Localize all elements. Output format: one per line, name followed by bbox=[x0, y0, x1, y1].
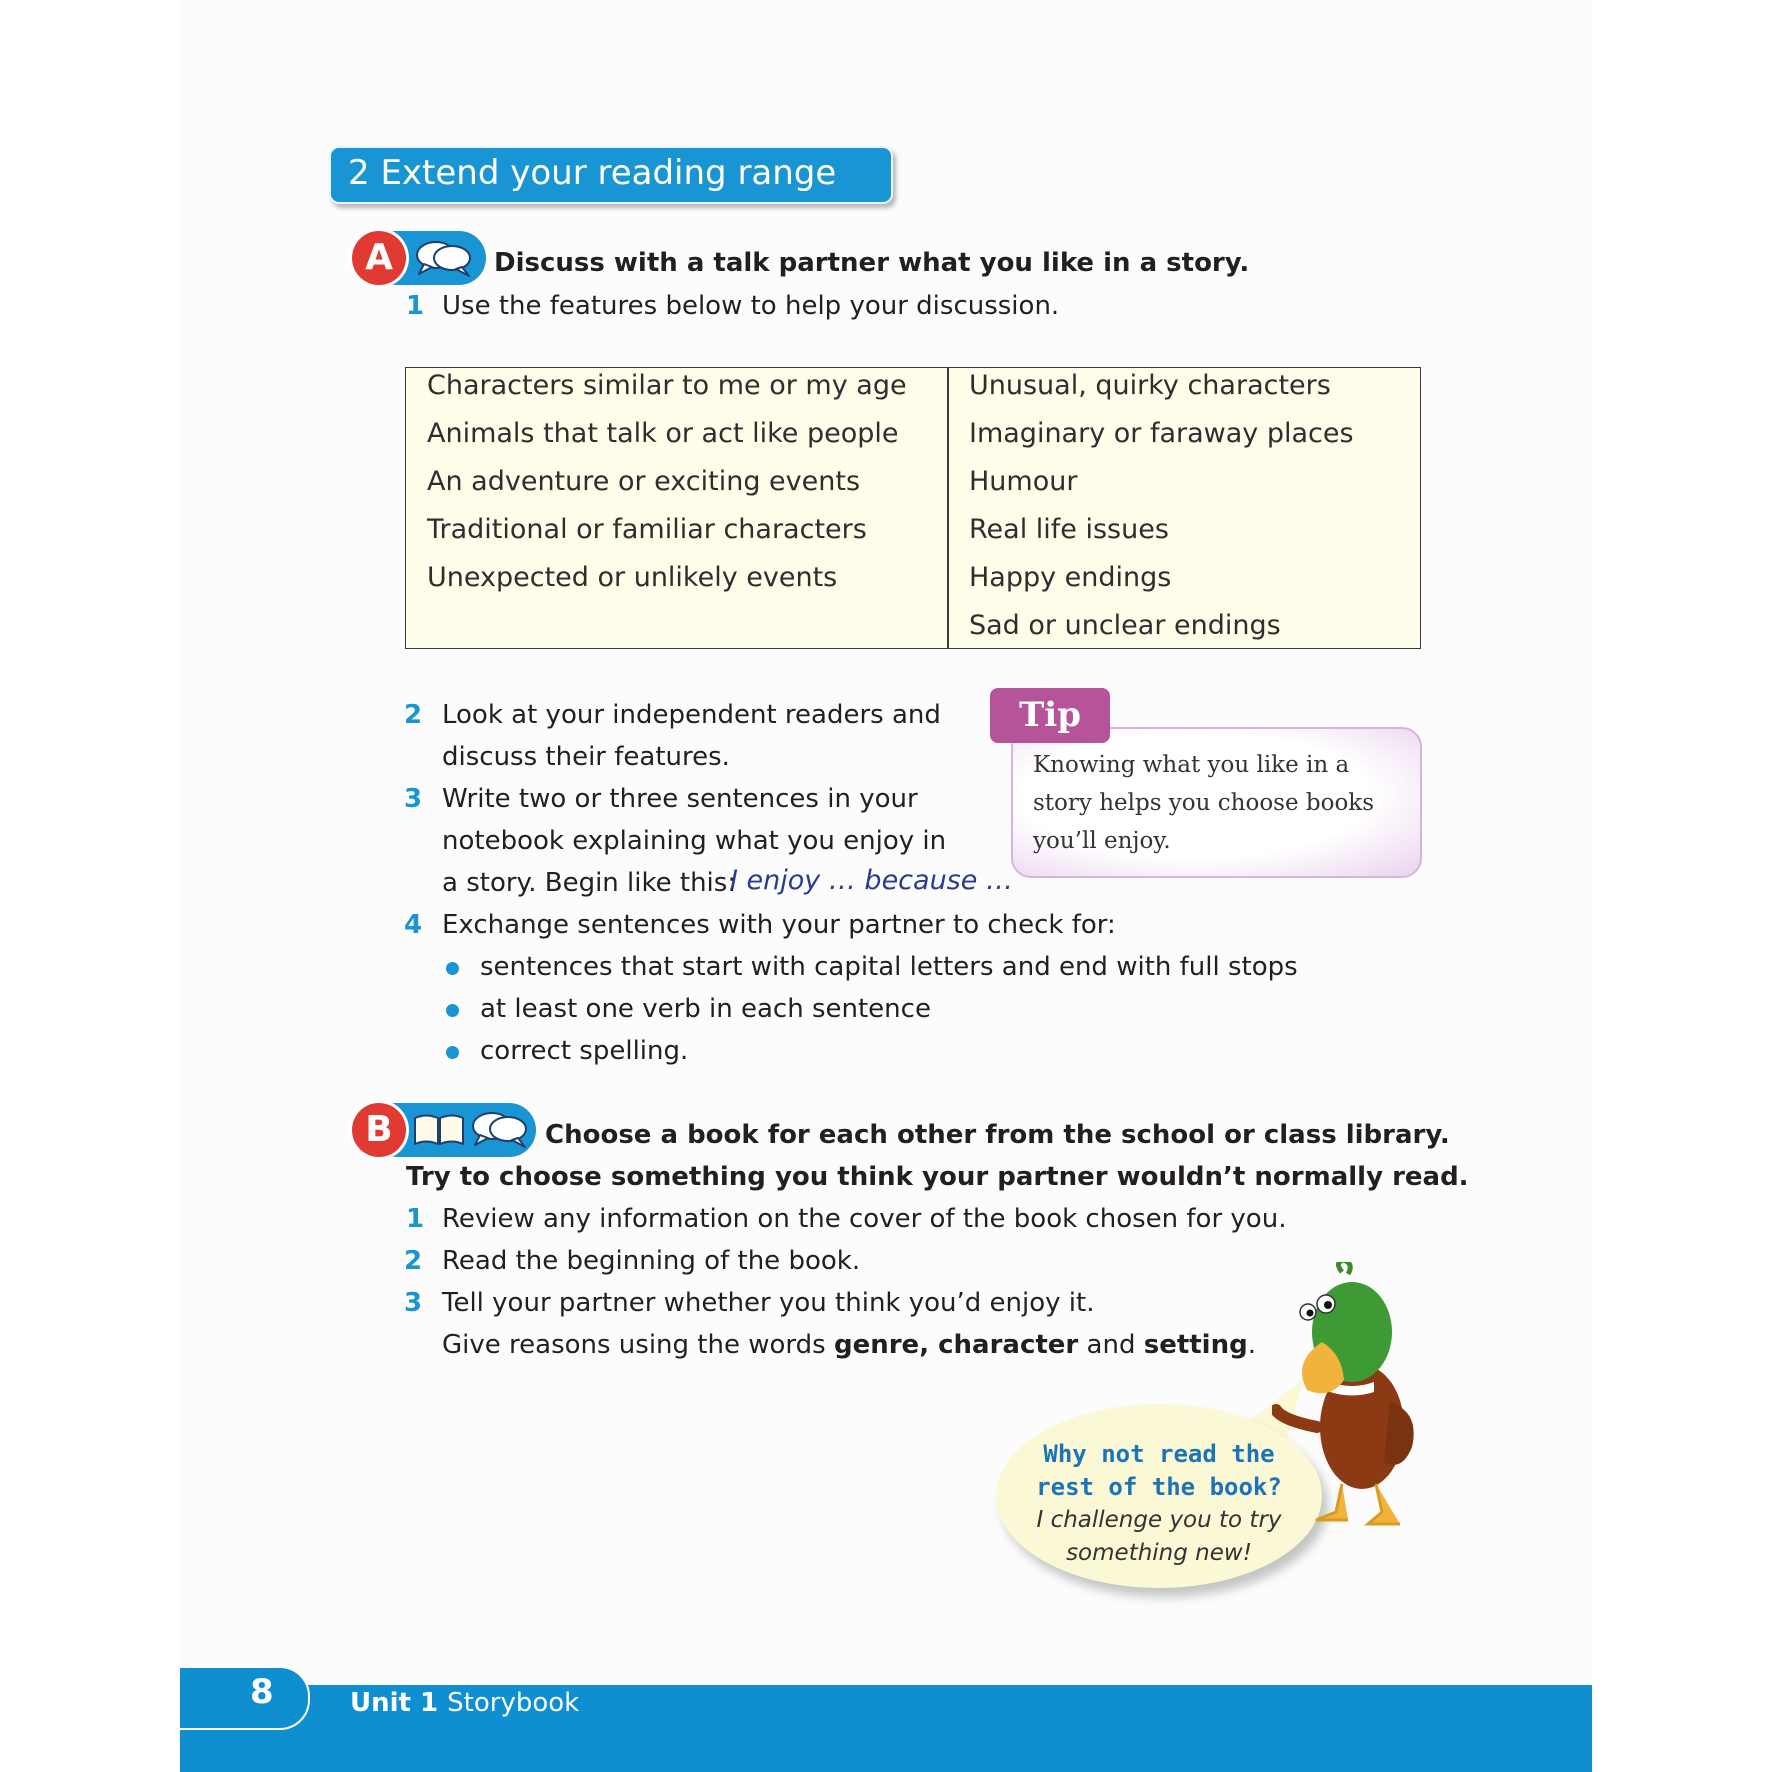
keyword-setting: setting bbox=[1143, 1330, 1248, 1360]
activity-b-badge: B bbox=[352, 1103, 406, 1157]
keyword-character: character bbox=[938, 1330, 1079, 1360]
bullet-icon bbox=[446, 962, 459, 975]
tip-text: story helps you choose books bbox=[1033, 790, 1375, 816]
activity-b-instruction: Choose a book for each other from the school or class library. bbox=[545, 1120, 1450, 1150]
item-text: Tell your partner whether you think you’d enjoy it. bbox=[442, 1288, 1095, 1318]
handwritten-sentence-starter: I enjoy … because … bbox=[730, 865, 1013, 896]
table-cell: Humour bbox=[969, 466, 1078, 497]
bullet-icon bbox=[446, 1046, 459, 1059]
item-text: Look at your independent readers and bbox=[442, 700, 941, 730]
bullet-icon bbox=[446, 1004, 459, 1017]
bullet-text: correct spelling. bbox=[480, 1036, 689, 1066]
reasons-line bbox=[442, 1330, 1256, 1360]
table-cell: Imaginary or faraway places bbox=[969, 418, 1354, 449]
speech-bubbles-icon bbox=[414, 238, 474, 280]
item-number: 3 bbox=[404, 784, 423, 814]
table-cell: Animals that talk or act like people bbox=[427, 418, 899, 449]
item-number: 4 bbox=[404, 910, 423, 940]
keyword-genre: genre bbox=[833, 1330, 920, 1360]
item-text: Write two or three sentences in your bbox=[442, 784, 918, 814]
item-number: 3 bbox=[404, 1288, 423, 1318]
features-table bbox=[405, 367, 1421, 649]
tip-text: you’ll enjoy. bbox=[1033, 828, 1171, 854]
activity-b-instruction: Try to choose something you think your partner wouldn’t normally read. bbox=[406, 1162, 1469, 1192]
tip-text: Knowing what you like in a bbox=[1033, 752, 1350, 778]
bubble-text: Why not read the bbox=[1043, 1440, 1275, 1468]
item-text: notebook explaining what you enjoy in bbox=[442, 826, 947, 856]
activity-a-instruction: Discuss with a talk partner what you like in a story. bbox=[494, 248, 1250, 278]
item-text: Review any information on the cover of the book chosen for you. bbox=[442, 1204, 1287, 1234]
bullet-text: sentences that start with capital letters and end with full stops bbox=[480, 952, 1298, 982]
table-cell: Traditional or familiar characters bbox=[427, 514, 867, 545]
item-number: 1 bbox=[406, 291, 425, 321]
page-number: 8 bbox=[250, 1672, 274, 1712]
table-cell: Characters similar to me or my age bbox=[427, 370, 907, 401]
section-title: 2 Extend your reading range bbox=[348, 153, 837, 193]
separator: and bbox=[1078, 1330, 1144, 1360]
item-text: Read the beginning of the book. bbox=[442, 1246, 861, 1276]
item-number: 2 bbox=[404, 700, 423, 730]
separator: , bbox=[919, 1330, 939, 1360]
table-cell: Sad or unclear endings bbox=[969, 610, 1281, 641]
item-text: discuss their features. bbox=[442, 742, 730, 772]
speech-bubbles-icon bbox=[470, 1109, 530, 1151]
item-number: 1 bbox=[406, 1204, 425, 1234]
item-number: 2 bbox=[404, 1246, 423, 1276]
table-cell: An adventure or exciting events bbox=[427, 466, 861, 497]
unit-name: Storybook bbox=[447, 1688, 580, 1718]
reasons-prefix: Give reasons using the words bbox=[442, 1330, 834, 1360]
activity-a-badge: A bbox=[352, 231, 406, 285]
table-cell: Real life issues bbox=[969, 514, 1169, 545]
book-icon bbox=[412, 1112, 466, 1148]
footer-unit bbox=[350, 1688, 579, 1718]
table-cell: Unusual, quirky characters bbox=[969, 370, 1331, 401]
bubble-text: rest of the book? bbox=[1036, 1473, 1282, 1501]
item-text: Exchange sentences with your partner to check for: bbox=[442, 910, 1116, 940]
full-stop: . bbox=[1247, 1330, 1256, 1360]
duck-mascot-icon bbox=[1272, 1262, 1442, 1542]
item-text: a story. Begin like this: bbox=[442, 868, 737, 898]
table-cell: Happy endings bbox=[969, 562, 1172, 593]
table-cell: Unexpected or unlikely events bbox=[427, 562, 838, 593]
tip-label: Tip bbox=[1019, 695, 1081, 735]
bubble-text: something new! bbox=[1066, 1540, 1252, 1566]
bullet-text: at least one verb in each sentence bbox=[480, 994, 931, 1024]
unit-label: Unit 1 bbox=[350, 1688, 439, 1718]
page-number-tab bbox=[180, 1666, 310, 1730]
table-divider bbox=[947, 367, 949, 649]
item-text: Use the features below to help your discussion. bbox=[442, 291, 1060, 321]
bubble-text: I challenge you to try bbox=[1036, 1507, 1282, 1533]
